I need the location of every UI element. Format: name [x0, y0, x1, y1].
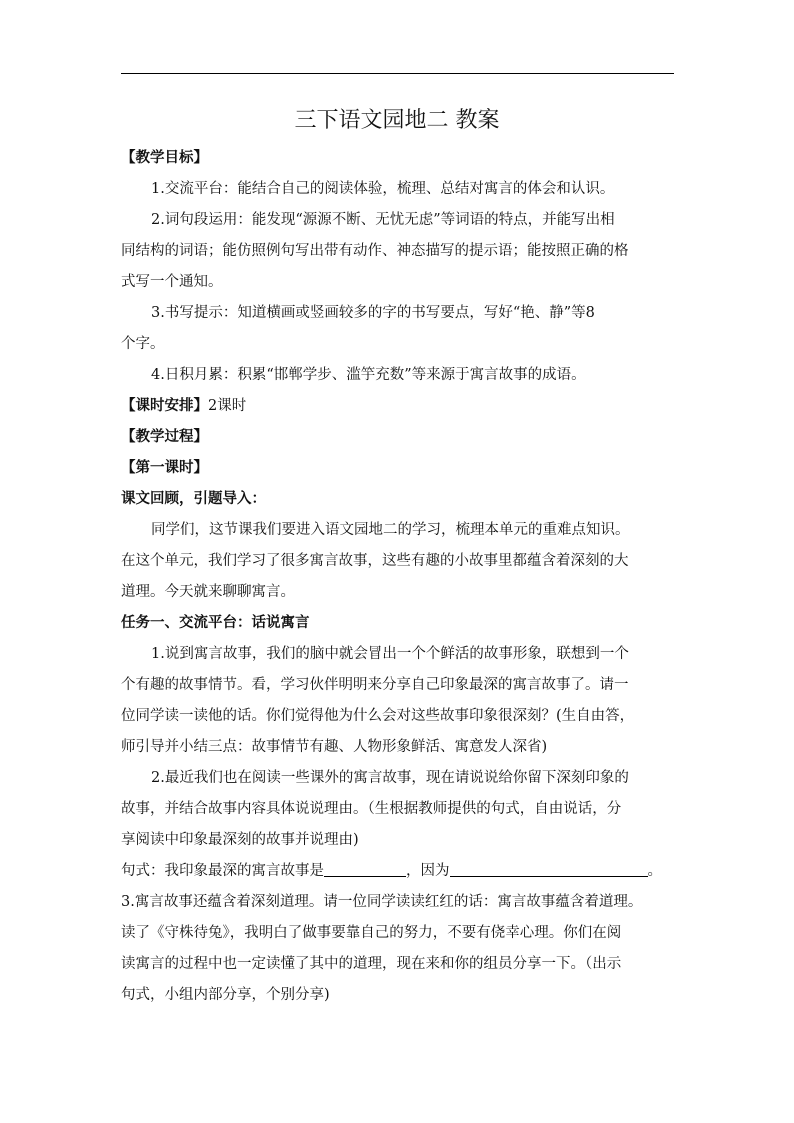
- objective-line: 同结构的词语；能仿照例句写出带有动作、神态描写的提示语；能按照正确的格: [121, 243, 629, 259]
- task1-p1-line: 师引导并小结三点：故事情节有趣、人物形象鲜活、寓意发人深省): [121, 739, 548, 755]
- objective-line: 式写一个通知。: [121, 274, 223, 290]
- subheading-review: 课文回顾，引题导入：: [121, 491, 266, 507]
- section-heading-process: 【教学过程】: [121, 429, 208, 445]
- task1-p2-line: 故事，并结合故事内容具体说说理由。（生根据教师提供的句式，自由说话，分: [121, 801, 622, 817]
- subheading-task1: 任务一、交流平台：话说寓言: [121, 615, 310, 631]
- task1-p2-line: 2.最近我们也在阅读一些课外的寓言故事，现在请说说给你留下深刻印象的: [151, 770, 629, 786]
- fill-blank-story: [324, 858, 406, 877]
- fill-blank-reason: [450, 858, 648, 877]
- document-body: [121, 143, 674, 1011]
- task1-p1-line: 个有趣的故事情节。看，学习伙伴明明来分享自己印象最深的寓言故事了。请一: [121, 677, 629, 693]
- task1-p3-line: 读了《守株待兔》，我明白了做事要靠自己的努力，不要有侥幸心理。你们在阅: [121, 925, 622, 941]
- task1-p2-line: 享阅读中印象最深刻的故事并说理由): [121, 832, 359, 848]
- intro-line: 道理。今天就来聊聊寓言。: [121, 584, 295, 600]
- schedule-line: [121, 391, 674, 422]
- task1-p1-line: 位同学读一读他的话。你们觉得他为什么会对这些故事印象很深刻？(生自由答，: [121, 708, 635, 724]
- objective-line: 3.书写提示：知道横画或竖画较多的字的书写要点，写好“艳、静”等8: [151, 305, 595, 321]
- task1-p3-line: 3.寓言故事还蕴含着深刻道理。请一位同学读读红红的话：寓言故事蕴含着道理。: [121, 894, 643, 910]
- sentence-pattern-because: ，因为: [406, 863, 450, 879]
- objective-line: 4.日积月累：积累“邯郸学步、滥竽充数”等来源于寓言故事的成语。: [151, 367, 586, 383]
- task1-p3-line: 句式，小组内部分享，个别分享): [121, 987, 330, 1003]
- sentence-pattern-line: [121, 856, 674, 887]
- task1-p3-line: 读寓言的过程中也一定读懂了其中的道理，现在来和你的组员分享一下。（出示: [121, 956, 622, 972]
- objective-line: 2.词句段运用：能发现“源源不断、无忧无虑”等词语的特点，并能写出相: [151, 212, 615, 228]
- schedule-value: 2课时: [208, 398, 247, 414]
- objective-line: 个字。: [121, 336, 165, 352]
- objective-line: 1.交流平台：能结合自己的阅读体验，梳理、总结对寓言的体会和认识。: [151, 181, 615, 197]
- intro-line: 在这个单元，我们学习了很多寓言故事，这些有趣的小故事里都蕴含着深刻的大: [121, 553, 629, 569]
- document-title: 三下语文园地二 教案: [294, 108, 500, 133]
- intro-line: 同学们，这节课我们要进入语文园地二的学习，梳理本单元的重难点知识。: [151, 522, 630, 538]
- header-rule: [121, 73, 674, 74]
- task1-p1-line: 1.说到寓言故事，我们的脑中就会冒出一个个鲜活的故事形象，联想到一个: [151, 646, 629, 662]
- sentence-pattern-end: 。: [647, 863, 662, 879]
- section-heading-schedule: 【课时安排】: [121, 398, 208, 414]
- sentence-pattern-prefix: 句式：我印象最深的寓言故事是: [121, 863, 324, 879]
- section-heading-objectives: 【教学目标】: [121, 150, 208, 166]
- section-heading-lesson1: 【第一课时】: [121, 460, 208, 476]
